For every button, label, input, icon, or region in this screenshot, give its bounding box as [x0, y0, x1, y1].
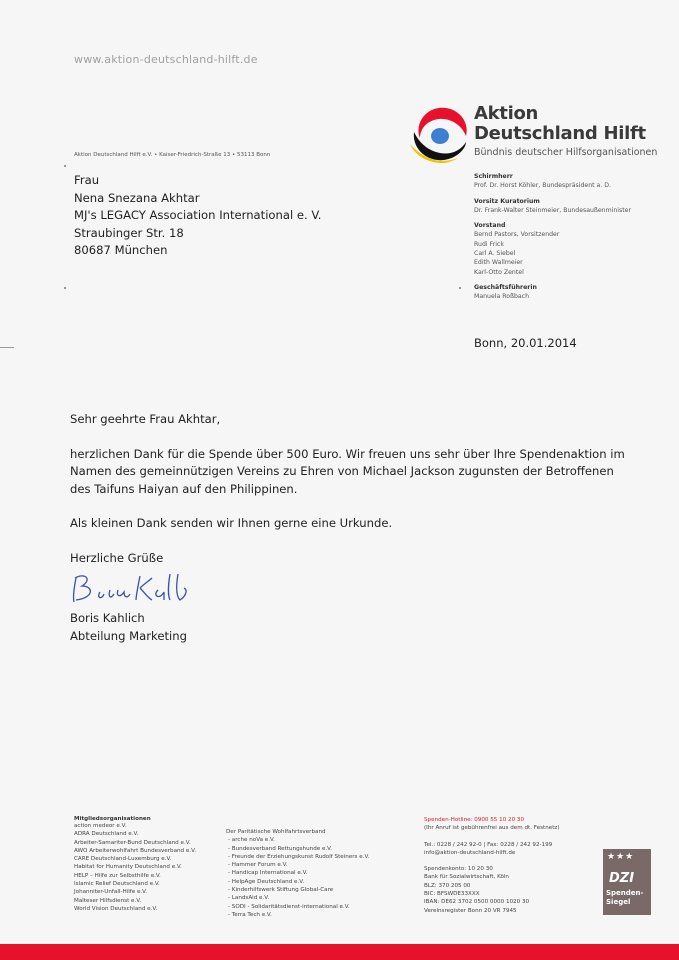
- paritaet-item: - arche noVa e.V.: [228, 837, 275, 844]
- fold-mark: [459, 287, 461, 289]
- phone-fax: Tel.: 0228 / 242 92-0 | Fax: 0228 / 242 92-199: [424, 841, 553, 848]
- bank-line: IBAN: DE62 3702 0500 0000 1020 30: [424, 899, 530, 906]
- sender-line: Aktion Deutschland Hilft e.V. • Kaiser-Friedrich-Straße 13 • 53113 Bonn: [74, 152, 271, 158]
- paragraph: herzlichen Dank für die Spende über 500 Euro. Wir freuen uns sehr über Ihre Spendenaktion im Namen des gemeinnützigen Vereins zu Ehren von Michael Jackson zugunsten der Betroffenen des Taifuns Haiyan auf den Philippinen.: [70, 446, 625, 496]
- salutation: Sehr geehrte Frau Akhtar,: [70, 412, 221, 426]
- logo-title: Aktion Deutschland Hilft: [474, 103, 646, 144]
- logo-subtitle: Bündnis deutscher Hilfsorganisationen: [474, 147, 658, 158]
- paritaet-item: - LandsAid e.V.: [228, 895, 270, 902]
- seal-text: Spenden- Siegel: [606, 889, 644, 906]
- member-item: Islamic Relief Deutschland e.V.: [74, 881, 160, 888]
- paritaet-heading: Der Paritätische Wohlfahrtsverband: [226, 829, 326, 835]
- members-heading: Mitgliedsorganisationen: [74, 816, 151, 822]
- organization-sidebar: [474, 172, 674, 302]
- address-line: Nena Snezana Akhtar: [74, 190, 200, 205]
- member-item: ADRA Deutschland e.V.: [74, 831, 139, 838]
- address-line: Frau: [74, 173, 100, 187]
- website-url: www.aktion-deutschland-hilft.de: [74, 53, 258, 66]
- paragraph: Als kleinen Dank senden wir Ihnen gerne eine Urkunde.: [70, 516, 393, 531]
- aktion-logo-icon: [406, 102, 472, 166]
- donation-hotline: Spenden-Hotline: 0900 55 10 20 30: [424, 817, 525, 823]
- sidebar-line: Karl-Otto Zentel: [474, 268, 524, 276]
- paritaet-item: - Terra Tech e.V.: [228, 911, 272, 918]
- member-item: action medeor e.V.: [74, 823, 127, 829]
- sidebar-line: Rudi Frick: [474, 240, 504, 248]
- bank-line: Vereinsregister Bonn 20 VR 7945: [424, 907, 517, 914]
- fold-mark: [0, 347, 14, 348]
- member-item: Habitat for Humanity Deutschland e.V.: [74, 864, 182, 871]
- address-line: MJ's LEGACY Association International e. V.: [74, 208, 322, 223]
- letter-body: [70, 411, 630, 568]
- sidebar-heading: Geschäftsführerin: [474, 283, 537, 291]
- address-line: Straubinger Str. 18: [74, 225, 184, 240]
- footer-members: [74, 816, 224, 913]
- sidebar-heading: Vorsitz Kuratorium: [474, 197, 540, 205]
- sidebar-heading: Schirmherr: [474, 173, 513, 180]
- member-item: HELP – Hilfe zur Selbsthilfe e.V.: [74, 872, 161, 879]
- sidebar-line: Dr. Frank-Walter Steinmeier, Bundesaußenminister: [474, 206, 631, 214]
- signer-department: Abteilung Marketing: [70, 628, 187, 643]
- sidebar-line: Prof. Dr. Horst Köhler, Bundespräsident a. D.: [474, 182, 611, 190]
- paritaet-item: - SODI - Solidaritätsdienst-international e.V.: [228, 903, 350, 910]
- paritaet-item: - Kinderhilfswerk Stiftung Global-Care: [228, 887, 334, 894]
- bank-line: Bank für Sozialwirtschaft, Köln: [424, 874, 509, 881]
- hotline-note: (Ihr Anruf ist gebührenfrei aus dem dt. Festnetz): [424, 825, 560, 832]
- fold-mark: [64, 287, 66, 289]
- handwritten-signature: [70, 568, 190, 608]
- member-item: Malteser Hilfsdienst e.V.: [74, 897, 142, 904]
- bank-line: BLZ: 370 205 00: [424, 882, 471, 889]
- recipient-address: [74, 172, 322, 260]
- sidebar-line: Bernd Pastors, Vorsitzender: [474, 231, 560, 239]
- sidebar-heading: Vorstand: [474, 222, 506, 230]
- footer-contact: [424, 816, 600, 915]
- paritaet-item: - Handicap International e.V.: [228, 870, 308, 877]
- footer-paritaet: [226, 828, 416, 919]
- paritaet-item: - HelpAge Deutschland e.V.: [228, 878, 305, 885]
- signer-name: Boris Kahlich: [70, 611, 145, 625]
- letter-date: Bonn, 20.01.2014: [474, 336, 577, 350]
- dzi-seal: [603, 849, 651, 915]
- paritaet-item: - Hammer Forum e.V.: [228, 862, 288, 869]
- bank-line: Spendenkonto: 10 20 30: [424, 866, 493, 873]
- member-item: CARE Deutschland-Luxemburg e.V.: [74, 856, 172, 863]
- member-item: Arbeiter-Samariter-Bund Deutschland e.V.: [74, 839, 191, 846]
- sidebar-line: Edith Wallmeier: [474, 259, 523, 267]
- sidebar-line: Carl A. Siebel: [474, 250, 516, 258]
- star-icon: ★★★: [607, 852, 635, 862]
- member-item: World Vision Deutschland e.V.: [74, 905, 158, 912]
- closing: Herzliche Grüße: [70, 550, 164, 565]
- paritaet-item: - Freunde der Erziehungskunst Rudolf Steiners e.V.: [228, 853, 370, 860]
- sidebar-line: Manuela Roßbach: [474, 293, 530, 301]
- fold-mark: [64, 165, 66, 167]
- seal-title: DZI: [609, 871, 635, 886]
- email-link[interactable]: info@aktion-deutschland-hilft.de: [424, 849, 516, 856]
- member-item: Johanniter-Unfall-Hilfe e.V.: [74, 889, 148, 896]
- paritaet-item: - Bundesverband Rettungshunde e.V.: [228, 845, 333, 852]
- signer-block: [70, 610, 187, 645]
- bank-line: BIC: BFSWDE33XXX: [424, 891, 480, 898]
- footer-red-bar: [0, 944, 679, 960]
- address-line: 80687 München: [74, 243, 168, 258]
- member-item: AWO Arbeiterwohlfahrt Bundesverband e.V.: [74, 847, 196, 854]
